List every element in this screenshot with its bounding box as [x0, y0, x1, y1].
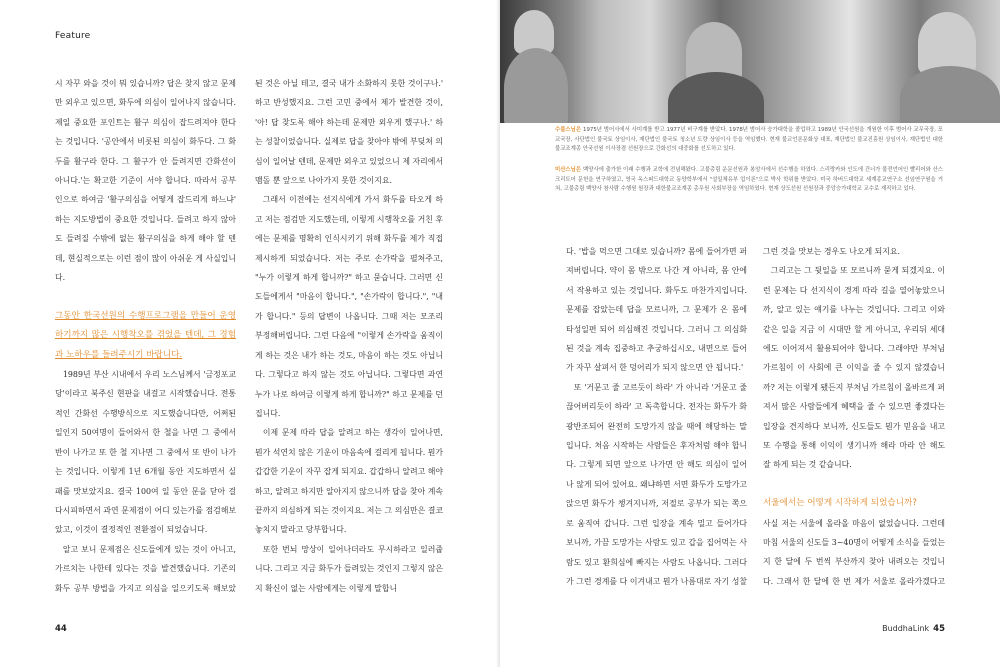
section-label: Feature [55, 31, 91, 41]
paragraph: 또한 번뇌 망상이 일어나더라도 무시하라고 일러줍니다. 그리고 지금 화두가 들려있는 것인지 그렇지 않은지 확신이 없는 사람에게는 이렇게 말합니 [255, 544, 443, 593]
left-column-2 [255, 74, 443, 594]
page-number-right: 45 [933, 624, 945, 634]
subheading: 서울에서는 어떻게 시작하게 되었습니까? [763, 498, 917, 509]
right-page [500, 0, 1000, 667]
interview-photo [500, 0, 1000, 123]
paragraph: 알고 보니 문제점은 신도들에게 있는 것이 아니고, 가르치는 나한테 있다는 것을 발견했습니다. 기존의 화두 공부 방법을 가지고 의심을 일으키도록 해보았 [55, 544, 236, 593]
page-number-left: 44 [55, 624, 67, 634]
paragraph: 다. '밥을 먹으면 그대로 있습니까? 몸에 들어가면 퍼져버립니다. 약이 몸 밖으로 나간 게 아니라, 몸 안에서 작용하고 있는 것입니다. 화두도 마찬가지입니다. 문제를 잡았는데 답을 모르니까, 그 문제가 온 몸에 타성일편 되어 의심해진 것입니다. 그러니 그 의심화된 것을 계속 집중하고 추궁하십시오, 내면으로 들어가 자꾸 살펴서 한 덩어리가 되지 않으면 안 됩니다.' [566, 247, 747, 373]
footer [882, 624, 945, 634]
pull-quote-text: 그동안 한국선원의 수행프로그램을 만들어 운영하기까지 많은 시행착오를 겪었을 텐데, 그 경험과 노하우를 들려주시기 바랍니다. [55, 310, 236, 360]
paragraph: 그런 것을 맛보는 경우도 나오게 되지요. [763, 247, 901, 256]
caption-misan [555, 166, 943, 195]
caption-text: 1975년 범어사에서 사미계를 받고 1977년 비구계를 받았다. 1978년 범어사 승가대학을 졸업하고 1989년 안국선원을 개원한 이후 범어사 교무국장, 포교국장, 사단법인 불국토 상임이사, 재단법인 불국토 청소년 도량 상임이사 등을 역임했다. 현재 불교언론문화상 대표, 재단법인 불교진흥원 상임이사, 재단법인 대한불교조계종 안국선원 이사장겸 선원장으로 간화선의 대중화를 선도하고 있다. [555, 127, 943, 153]
monk-figure [918, 12, 976, 74]
right-column-1 [566, 242, 747, 594]
footer-brand: BuddhaLink [882, 624, 930, 633]
caption-name: 미산스님은 [555, 167, 582, 173]
caption-text: 백양사에 출가한 이래 수행과 교학에 전념해왔다. 고불총림 운문선원과 봉암사에서 선수행을 하였다. 스리랑카와 인도에 건너가 불전언어인 빨리어와 산스크리트어 문헌을 연구하였고, 영국 옥스퍼드대학교 동양학부에서 "설일체유부 업이론"으로 박사 학위를 받았다. 미국 하버드대학교 세계종교연구소 선임연구원을 거쳐, 고불총림 백양사 참사람 수행원 원장과 대한불교조계종 총무원 사회부장을 역임하였다. 현재 상도선원 선원장과 중앙승가대학교 교수로 재직하고 있다. [555, 167, 943, 193]
paragraph: 시 자꾸 와을 것이 뭐 있습니까? 답은 찾지 않고 문제만 외우고 있으면, 화두에 의심이 일어나지 않습니다. 제일 중요한 포인트는 활구 의심이 잡드려져야 한다는 것입니다. '공안에서 비롯된 의심이 화두다. 그 화두를 활구라 한다. 그 활구가 안 들려지면 간화선이 아니다.'는 확고한 기준이 서야 합니다. 따라서 공부인으로 하여금 '활구의심을 어떻게 잡드리게 하느냐' 하는 지도방법이 중요한 것입니다. 들려고 하지 않아도 들려질 수밖에 없는 활구의심을 하게 해야 할 텐데, 현실적으로는 이런 점이 많이 아쉬운 게 사실입니다. [55, 79, 236, 283]
pull-quote [55, 307, 236, 365]
paragraph: 사실 저는 서울에 올라올 마음이 없었습니다. 그런데 마침 서울의 신도들 3~40명이 어떻게 소식을 들었는지 한 달에 두 번씩 부산까지 찾아 내려오는 것입니다. 그래서 한 달에 한 번 제가 서울로 올라가겠다고 [763, 518, 945, 586]
left-column-1 [55, 74, 236, 594]
caption-name: 수불스님은 [555, 127, 582, 133]
right-column-2 [763, 242, 945, 594]
monk-figure [900, 66, 1000, 123]
paragraph: 그래서 이전에는 선지식에게 가서 화두를 타오게 하고 저는 점검만 지도했는데, 이렇게 시행착오를 거친 후에는 문제를 명확히 인식시키기 위해 화두를 제가 직접 제시하게 되었습니다. 저는 주로 손가락을 펼쳐주고, "누가 이렇게 하게 합니까?" 하고 묻습니다. 그러면 신도들에게서 "마음이 합니다.", "손가락이 합니다.", "내가 합니다." 등의 답변이 나옵니다. 그때 저는 모조리 부정해버립니다. 그런 다음에 "이렇게 손가락을 움직이게 하는 것은 내가 하는 것도, 마음이 하는 것도 아닙니다. 그렇다고 하지 않는 것도 아닙니다. 그렇다면 과연 누가 나로 하여금 이렇게 하게 합니까?" 하고 문제를 던집니다. [255, 195, 443, 418]
monk-figure [504, 48, 568, 123]
paragraph: 된 것은 아닐 테고, 결국 내가 소화하지 못한 것이구나.' 하고 반성했지요. 그런 고민 중에서 제가 발견한 것이, '아! 답 찾도록 해야 하는데 문제만 외우게 했구나.' 하는 성찰이었습니다. 실제로 답을 찾아야 밖에 부딪쳐 의심이 일어날 텐데, 문제만 외우고 있었으니 제 자리에서 맴돌 뿐 앞으로 나아가지 못한 것이지요. [255, 79, 443, 186]
paragraph: 그리고는 그 뒷일을 또 모르니까 묻게 되겠지요. 이런 문제는 다 선지식이 경계 따라 길을 열어놓았으니까, 알고 있는 얘기를 나누는 것입니다. 그리고 이와 같은 일을 지금 이 시대만 할 게 아니고, 우리뒤 세대에도 이어져서 활용되어야 합니다. 그래야만 부처님 가르침이 이 사회에 큰 이익을 줄 수 있지 않겠습니까? 저는 이렇게 됐든지 부처님 가르침이 올바르게 퍼져서 많은 사람들에게 혜택을 줄 수 있으면 좋겠다는 입장을 견지하다 보니까, 신도들도 뭔가 믿음을 내고 또 수행을 통해 이익이 생기니까 해라 마라 안 해도 잘 하게 되는 것 같습니다. [763, 266, 945, 470]
paragraph: 이제 문제 따라 답을 알려고 하는 생각이 일어나면, 뭔가 석연치 않은 기운이 마음속에 걸리게 됩니다. 뭔가 갑갑한 기운이 자꾸 잡게 되지요. 갑갑하니 알려고 해야 하고, 알려고 하지만 알아지지 않으니까 답을 찾아 계속 끝까지 의심하게 되는 것이지요. 저는 그 의심만은 결코 놓치지 말라고 당부합니다. [255, 428, 443, 535]
paragraph: 1989년 부산 시내에서 우리 노스님께서 '금정포교당'이라고 북주신 현판을 내걸고 시작했습니다. 전통적인 간화선 수행방식으로 지도했습니다만, 어쩌된 일인지 50여명이 들어와서 한 철을 나면 그 중에서 반이 나가고 또 한 철 지나면 그 중에서 또 반이 나가는 것입니다. 이렇게 1년 6개월 동안 지도하면서 실패를 맛보았지요. 결국 100여 일 동안 문을 닫아 걸다시피하면서 과연 문제점이 어디 있는가를 점검해보았고, 이것이 결정적인 전환점이 되었습니다. [55, 370, 236, 535]
caption-sublime [555, 126, 943, 155]
paragraph: 또 '거문고 줄 고르듯이 하라' 가 아니라 '거문고 줄 끊어버리듯이 하라' 고 독촉합니다. 전자는 화두가 화광반조되어 완전히 도망가지 않을 때에 해당하는 말입니다. 처음 시작하는 사람들은 후자처럼 해야 합니다. 그렇게 되면 앞으로 나가면 안 해도 의심이 일어나 않게 되어 있어요. 왜냐하면 서면 화두가 도망가고 앉으면 화두가 챙겨지니까, 저절로 공부가 되는 쪽으로 움직여 갑니다. 그런 입장을 계속 밀고 들어가다 보니까, 가끔 도망가는 사람도 있고 갑을 집어먹는 사람도 있고 환희심에 빠지는 사람도 나옵니다. 그러다가 그런 경계를 다 이겨내고 뭔가 나름대로 자기 성찰 [566, 382, 747, 586]
monk-figure [668, 72, 764, 123]
